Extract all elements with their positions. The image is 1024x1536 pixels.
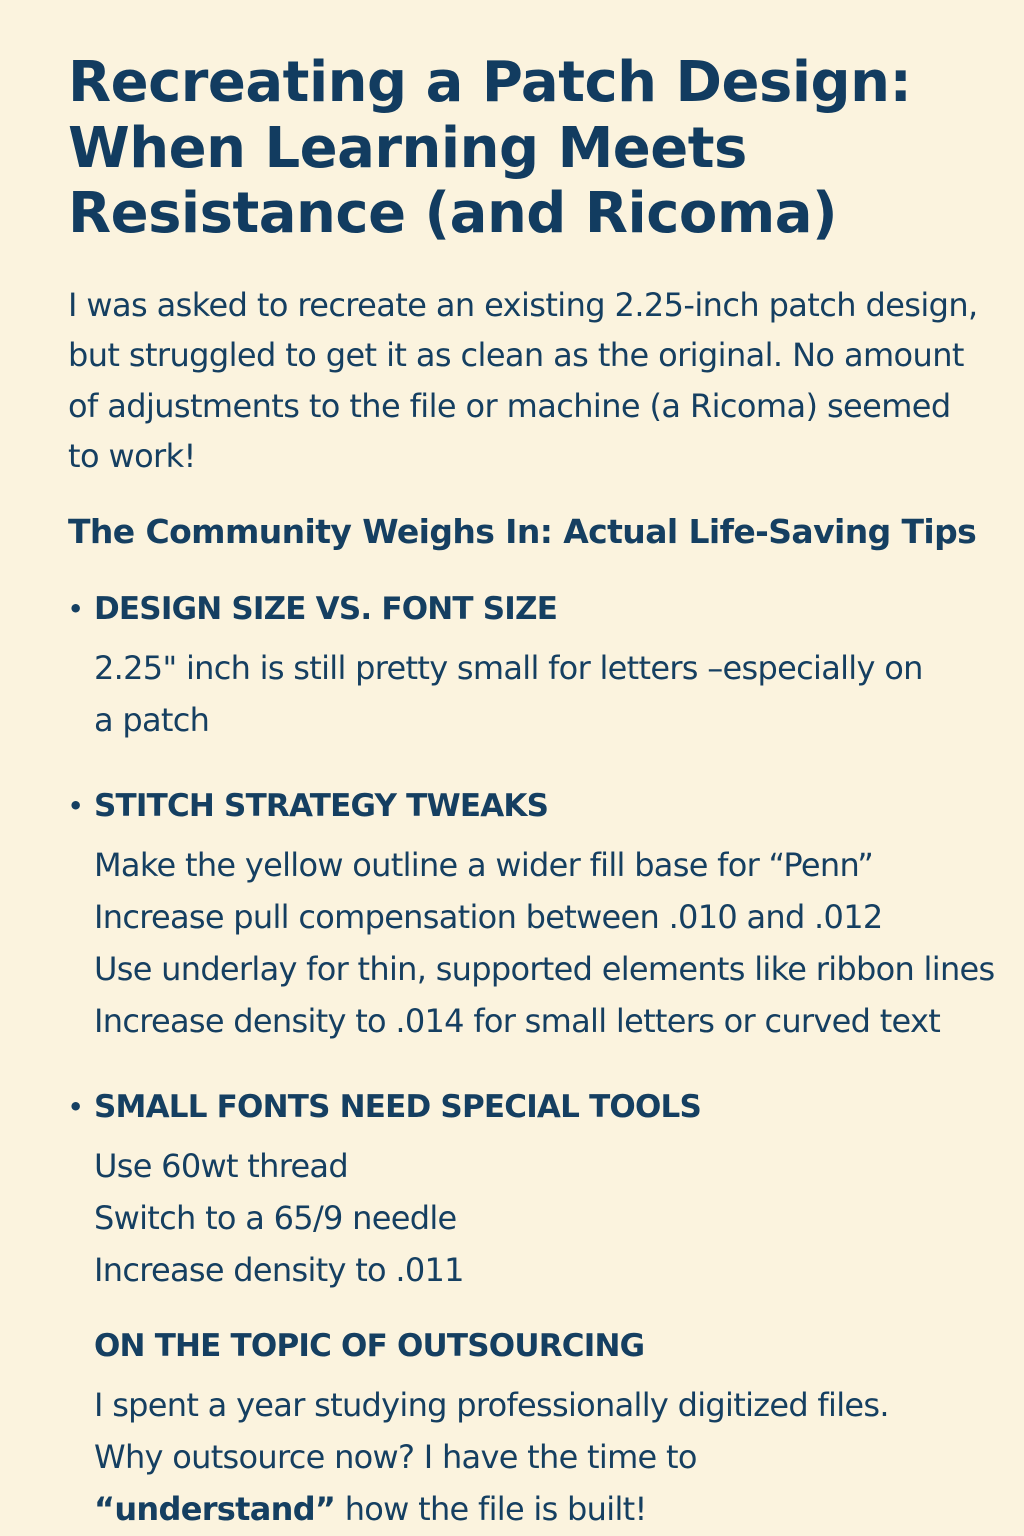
outsourcing-heading: ON THE TOPIC OF OUTSOURCING: [94, 1328, 645, 1365]
understand-emphasis: “understand”: [94, 1490, 336, 1529]
tips-list: [68, 591, 995, 1296]
stitch-strategy-item: Make the yellow outline a wider fill base for “Penn”: [94, 846, 874, 885]
stitch-strategy-item: Use underlay for thin, supported elements like ribbon lines: [94, 950, 995, 989]
small-fonts-item: Use 60wt thread: [94, 1147, 348, 1186]
stitch-strategy-item: Increase pull compensation between .010 and .012: [94, 898, 883, 937]
title-line: Recreating a Patch Design:: [68, 50, 912, 115]
small-fonts-item: Increase density to .011: [94, 1251, 464, 1290]
tip-small-fonts: [68, 1089, 988, 1296]
outsourcing-text-part: I spent a year studying professionally digitized files. Why outsource now? I have the time to: [94, 1386, 889, 1477]
tip-text-design-size: 2.25" inch is still pretty small for letters –especially on a patch: [94, 649, 923, 740]
bullet-icon: •: [68, 792, 84, 821]
stitch-strategy-item: Increase density to .014 for small letters or curved text: [94, 1002, 941, 1041]
tip-heading-design-size: DESIGN SIZE VS. FONT SIZE: [94, 591, 558, 628]
tip-design-size: [68, 591, 988, 746]
tip-heading-small-fonts: SMALL FONTS NEED SPECIAL TOOLS: [94, 1089, 702, 1126]
small-fonts-list: [94, 1140, 988, 1296]
tip-stitch-strategy: [68, 788, 995, 1047]
community-tips-heading: The Community Weighs In: Actual Life-Saving Tips: [68, 511, 977, 551]
bullet-icon: •: [68, 595, 84, 624]
outsourcing-text: [94, 1379, 924, 1535]
outsourcing-section: [68, 1328, 988, 1535]
intro-paragraph: I was asked to recreate an existing 2.25-inch patch design, but struggled to get it as clean as the original. No amount of adjustments to the file or machine (a Ricoma) seemed to work!: [68, 285, 978, 476]
page-title: [68, 50, 988, 247]
title-line: Resistance (and Ricoma): [68, 181, 838, 247]
stitch-strategy-list: [94, 839, 995, 1047]
bullet-icon: •: [68, 1093, 84, 1122]
tip-heading-stitch-strategy: STITCH STRATEGY TWEAKS: [94, 788, 549, 825]
title-line: When Learning Meets: [68, 115, 747, 181]
small-fonts-item: Switch to a 65/9 needle: [94, 1199, 457, 1238]
outsourcing-text-part: how the file is built!: [335, 1490, 647, 1529]
